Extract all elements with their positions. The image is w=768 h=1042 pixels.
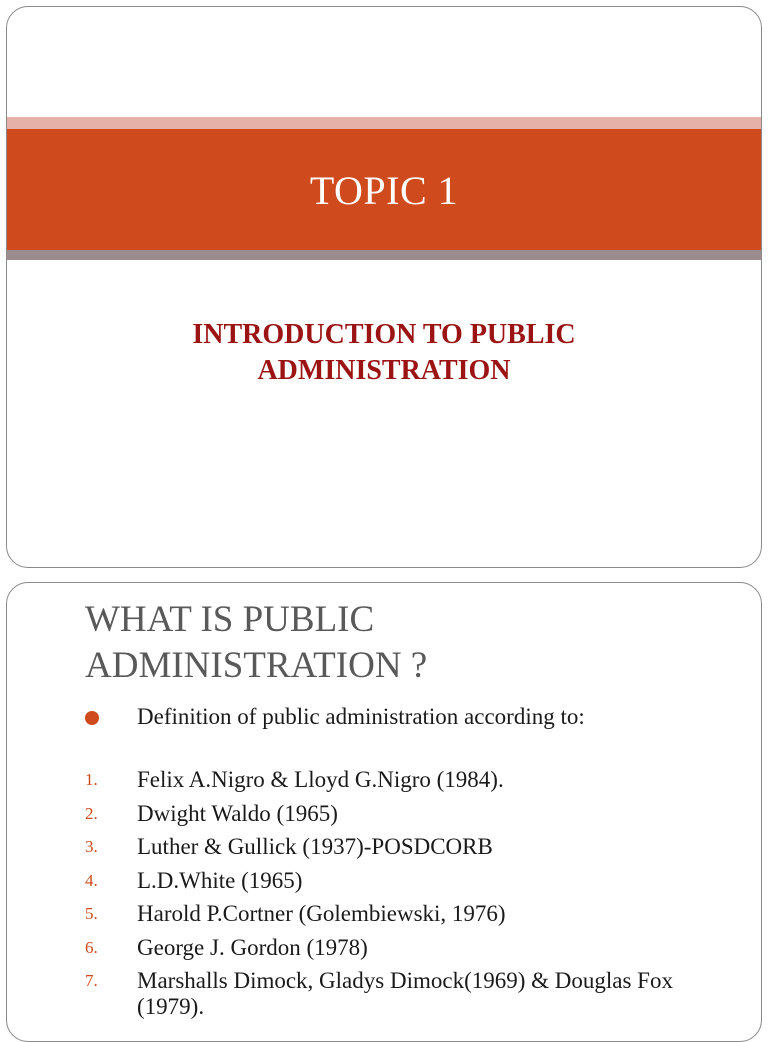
list-item xyxy=(85,868,725,894)
definition-sources-list xyxy=(85,767,725,1028)
list-item xyxy=(85,968,725,1020)
slide-subtitle xyxy=(7,317,761,389)
list-number: 6. xyxy=(85,937,98,957)
title-slide xyxy=(6,6,762,568)
bullet-text: Definition of public administration according to: xyxy=(137,704,585,729)
list-number: 4. xyxy=(85,870,98,890)
list-item-text: Marshalls Dimock, Gladys Dimock(1969) & Douglas Fox (1979). xyxy=(137,968,673,1019)
title-band-bottom-stripe xyxy=(7,250,761,260)
subtitle-line-1: INTRODUCTION TO PUBLIC xyxy=(192,319,576,350)
list-number: 2. xyxy=(85,803,98,823)
bullet-item xyxy=(85,701,585,733)
subtitle-line-2: ADMINISTRATION xyxy=(257,355,511,386)
list-item-text: Felix A.Nigro & Lloyd G.Nigro (1984). xyxy=(137,767,504,792)
list-number: 7. xyxy=(85,971,98,990)
slide-title: TOPIC 1 xyxy=(309,168,459,213)
list-item-text: Dwight Waldo (1965) xyxy=(137,800,338,826)
bullet-dot-icon xyxy=(85,711,99,725)
heading-line-1: WHAT IS PUBLIC xyxy=(85,599,375,640)
title-band xyxy=(7,129,761,250)
list-number: 5. xyxy=(85,904,98,923)
list-item xyxy=(85,834,725,860)
heading-line-2: ADMINISTRATION ? xyxy=(85,645,428,686)
content-slide xyxy=(6,582,762,1042)
list-item xyxy=(85,801,725,827)
list-item xyxy=(85,901,725,927)
title-band-top-stripe xyxy=(7,117,761,129)
list-number: 1. xyxy=(85,770,98,789)
list-item xyxy=(85,935,725,961)
list-item-text: George J. Gordon (1978) xyxy=(137,934,368,960)
list-number: 3. xyxy=(85,837,98,856)
list-item-text: Harold P.Cortner (Golembiewski, 1976) xyxy=(137,901,506,926)
list-item-text: L.D.White (1965) xyxy=(137,867,303,893)
slide-heading xyxy=(85,597,427,689)
list-item-text: Luther & Gullick (1937)-POSDCORB xyxy=(137,834,493,859)
list-item xyxy=(85,767,725,793)
